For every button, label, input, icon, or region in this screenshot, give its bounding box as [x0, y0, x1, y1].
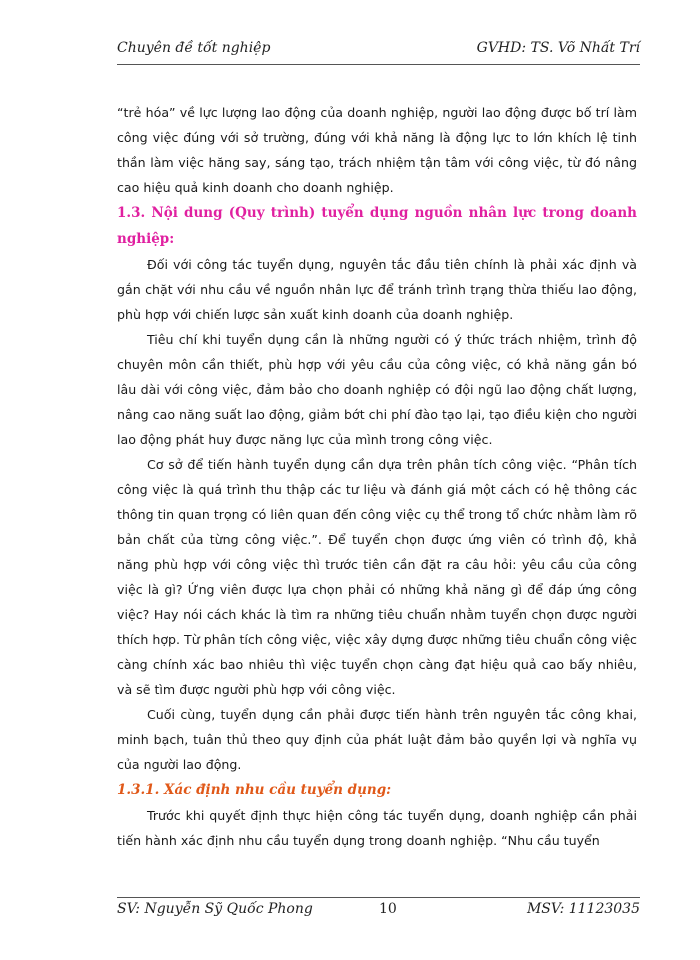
- paragraph-transparency: Cuối cùng, tuyển dụng cần phải được tiến hành trên nguyên tắc công khai, minh bạch, tuân thủ theo quy định của phát luật đảm bảo quyền lợi và nghĩa vụ của người lao động.: [117, 707, 637, 772]
- header-course-title: Chuyên đề tốt nghiệp: [117, 40, 271, 56]
- paragraph-demand: Trước khi quyết định thực hiện công tác tuyển dụng, doanh nghiệp cần phải tiến hành xác định nhu cầu tuyển dụng trong doanh nghiệp. “Nhu cầu tuyển: [117, 808, 637, 848]
- header-divider: [117, 64, 640, 65]
- footer-divider: [117, 897, 640, 898]
- paragraph-criteria: Tiêu chí khi tuyển dụng cần là những người có ý thức trách nhiệm, trình độ chuyên môn cần thiết, phù hợp với yêu cầu của công việc, có khả năng gắn bó lâu dài với công việc, đảm bảo cho doanh nghiệp có đội ngũ lao động chất lượng, nâng cao năng suất lao động, giảm bớt chi phí đào tạo lại, tạo điều kiện cho người lao động phát huy được năng lực của mình trong công việc.: [117, 332, 637, 447]
- document-body: [117, 100, 637, 853]
- intro-paragraph: “trẻ hóa” về lực lượng lao động của doanh nghiệp, người lao động được bố trí làm công việc đúng với sở trường, đúng với khả năng là động lực to lớn khích lệ tinh thần làm việc hăng say, sáng tạo, trách nhiệm tận tâm với công việc, từ đó nâng cao hiệu quả kinh doanh cho doanh nghiệp.: [117, 105, 637, 195]
- footer-student-id: MSV: 11123035: [526, 901, 640, 917]
- section-heading-1-3: 1.3. Nội dung (Quy trình) tuyển dụng nguồn nhân lực trong doanh nghiệp:: [117, 205, 637, 247]
- paragraph-principle: Đối với công tác tuyển dụng, nguyên tắc đầu tiên chính là phải xác định và gắn chặt với nhu cầu về nguồn nhân lực để tránh trình trạng thừa thiếu lao động, phù hợp với chiến lược sản xuất kinh doanh của doanh nghiệp.: [117, 257, 637, 322]
- header-advisor: GVHD: TS. Võ Nhất Trí: [476, 40, 640, 56]
- footer-student-name: SV: Nguyễn Sỹ Quốc Phong: [117, 901, 313, 917]
- paragraph-job-analysis: Cơ sở để tiến hành tuyển dụng cần dựa trên phân tích công việc. “Phân tích công việc là quá trình thu thập các tư liệu và đánh giá một cách có hệ thông các thông tin quan trọng có liên quan đến công việc cụ thể trong tổ chức nhằm làm rõ bản chất của từng công việc.”. Để tuyển chọn được ứng viên có trình độ, khả năng phù hợp với công việc thì trước tiên cần đặt ra câu hỏi: yêu cầu của công việc là gì? Ứng viên được lựa chọn phải có những khả năng gì để đáp ứng công việc? Hay nói cách khác là tìm ra những tiêu chuẩn nhằm tuyển chọn được người thích hợp. Từ phân tích công việc, việc xây dựng được những tiêu chuẩn công việc càng chính xác bao nhiêu thì việc tuyển chọn càng đạt hiệu quả cao bấy nhiêu, và sẽ tìm được người phù hợp với công việc.: [117, 457, 637, 697]
- page-number: 10: [379, 901, 397, 917]
- section-heading-1-3-1: 1.3.1. Xác định nhu cầu tuyển dụng:: [117, 782, 392, 798]
